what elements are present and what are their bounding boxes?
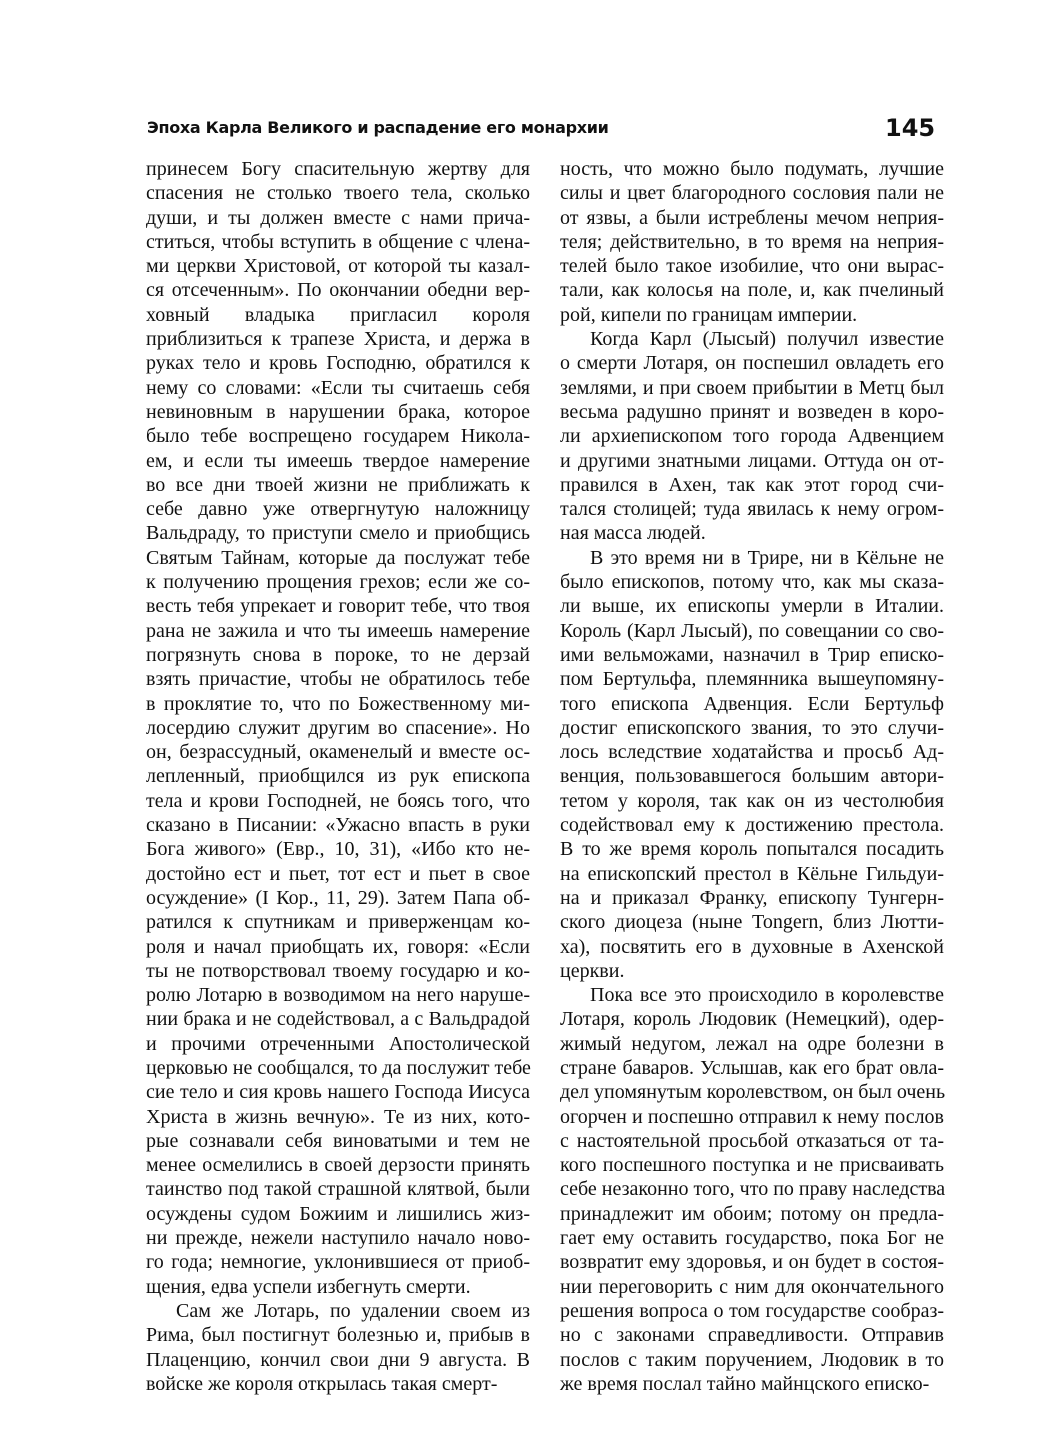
text-line: щения, едва успели избегнуть смерти. [146, 1275, 471, 1298]
text-line: В то же время король попытался посадить [560, 838, 944, 861]
text-line: было епископов, потому что, как мы сказа- [560, 571, 944, 594]
text-line: ми церкви Христовой, от которой ты казал- [146, 255, 530, 278]
text-line: взять причастие, чтобы не обратилось тебе [146, 668, 530, 691]
text-line: себе давно уже отвергнутую наложницу [146, 498, 530, 521]
text-line: на епископский престол в Кёльне Гильдуи- [560, 862, 944, 885]
text-line: сказано в Писании: «Ужасно впасть в руки [146, 814, 530, 837]
text-line: ха), посвятить его в духовные в Ахенской [560, 935, 944, 958]
text-line: он, безрассудный, окаменелый и вместе ос- [146, 741, 530, 764]
text-line: рой, кипели по границам империи. [560, 303, 858, 326]
text-line: же время послал тайно майнцского еписко- [560, 1372, 930, 1395]
text-line: лось вследствие ходатайства и просьб Ад- [560, 741, 944, 764]
text-line: принесем Богу спасительную жертву для [146, 158, 530, 180]
text-line: тетом у короля, так как он из честолюбия [560, 789, 944, 812]
text-line: Лотаря, король Людовик (Немецкий), одер- [560, 1008, 944, 1031]
text-line: от язвы, а были истреблены мечом неприя- [560, 206, 944, 229]
text-line: телей было такое изобилие, что они вырас- [560, 255, 944, 278]
text-line: нии брака и не содействовал, а с Вальдрадой [146, 1008, 530, 1031]
text-line: весть тебя упрекает и говорит тебе, что твоя [146, 595, 530, 618]
text-column-right [560, 157, 944, 1396]
text-line: послов с таким поручением, Людовик в то [560, 1348, 944, 1371]
text-line: ролю Лотарю в возводимом на него наруше- [146, 984, 530, 1007]
text-line: ли выше, их епископы умерли в Италии. [560, 595, 944, 618]
text-line: было тебе воспрещено государем Никола- [146, 425, 530, 448]
text-line: ститься, чтобы вступить в общение с члена- [146, 230, 530, 253]
text-line: но с законами справедливости. Отправив [560, 1324, 944, 1347]
text-line: ли архиепископом того города Адвенцием [560, 425, 944, 448]
text-line: себе незаконно того, что по праву наследства [560, 1178, 946, 1201]
text-line: церкви. [560, 959, 625, 982]
text-line: возвратит ему здоровья, и он будет в состоя- [560, 1251, 944, 1274]
text-line: ратился к спутникам и приверженцам ко- [146, 911, 530, 934]
text-line: тался столицей; туда явилась к нему огром- [560, 498, 944, 521]
text-line: о смерти Лотаря, он поспешил овладеть его [560, 352, 944, 375]
text-line: войске же короля открылась такая смерт- [146, 1372, 498, 1395]
text-line: погрязнуть снова в пороке, то не дерзай [146, 643, 530, 666]
text-line: ты не потворствовал твоему государю и ко- [146, 959, 530, 982]
text-line: осуждены судом Божиим и лишились жиз- [146, 1202, 530, 1225]
text-line: к получению прощения грехов; если же со- [146, 571, 530, 594]
text-line: жимый недугом, лежал на одре болезни в [560, 1032, 944, 1055]
text-line: рана не зажила и что ты имеешь намерение [146, 619, 530, 642]
text-line: и другими знатными лицами. Оттуда он от- [560, 449, 944, 472]
text-line: принадлежит им обоим; потому он предла- [560, 1202, 944, 1225]
text-line: теля; действительно, в то время на неприя- [560, 230, 944, 253]
text-line: решения вопроса о том государстве сообраз- [560, 1299, 944, 1322]
text-line: с настоятельной просьбой отказаться от та- [560, 1129, 944, 1152]
text-line: содействовал ему к достижению престола. [560, 814, 944, 837]
text-line: Святым Тайнам, которые да послужат тебе [146, 546, 530, 569]
text-line: ского диоцеза (ныне Tongern, близ Лютти- [560, 911, 944, 934]
running-title: Эпоха Карла Великого и распадение его монархии [147, 118, 609, 137]
text-line: Сам же Лотарь, по удалении своем из [176, 1299, 530, 1322]
text-line: церковью не сообщался, то да послужит тебе [146, 1056, 531, 1079]
text-line: ни прежде, нежели наступило начало ново- [146, 1227, 530, 1250]
text-line: невиновным в нарушении брака, которое [146, 400, 530, 423]
text-line: на и приказал Франку, епископу Тунгерн- [560, 886, 944, 909]
text-column-left [146, 157, 530, 1396]
text-line: ся отсеченным». По окончании обедни вер- [146, 279, 530, 302]
text-line: стране баваров. Услышав, как его брат овла- [560, 1056, 944, 1079]
text-line: огорчен и поспешно отправил к нему послов [560, 1105, 944, 1128]
text-line: руках тело и кровь Господню, обратился к [146, 352, 530, 375]
text-line: Король (Карл Лысый), по совещании со сво- [560, 619, 944, 642]
text-line: Плаценцию, кончил свои дни 9 августа. В [146, 1348, 530, 1371]
text-line: лепленный, приобщился из рук епископа [146, 765, 530, 788]
text-line: В это время ни в Трире, ни в Кёльне не [590, 546, 944, 569]
text-line: дел упомянутым королевством, он был очень [560, 1081, 946, 1104]
text-line: ем, и если ты имеешь твердое намерение [146, 449, 530, 472]
page-number: 145 [885, 114, 936, 142]
text-line: весьма радушно принят и возведен в коро- [560, 400, 944, 423]
text-line: правился в Ахен, так как этот город счи- [560, 473, 944, 496]
text-line: Христа в жизнь вечную». Те из них, кото- [146, 1105, 530, 1128]
text-line: ность, что можно было подумать, лучшие [560, 158, 944, 180]
text-line: во все дни твоей жизни не приближать к [146, 473, 530, 496]
text-line: достойно ест и пьет, тот ест и пьет в свое [146, 862, 530, 885]
text-line: рые сознавали себя виноватыми и тем не [146, 1129, 530, 1152]
text-line: ховный владыка пригласил короля [146, 303, 530, 326]
text-line: достиг епископского звания, то это случи- [560, 716, 944, 739]
text-line: роля и начал приобщать их, говоря: «Если [146, 935, 530, 958]
text-line: Бога живого» (Евр., 10, 31), «Ибо кто не- [146, 838, 530, 861]
text-line: тела и крови Господней, не боясь того, что [146, 789, 530, 812]
text-line: ная масса людей. [560, 522, 706, 545]
text-line: того епископа Адвенция. Если Бертульф [560, 692, 944, 715]
text-line: венция, пользовавшегося большим автори- [560, 765, 944, 788]
text-line: силы и цвет благородного сословия пали не [560, 182, 944, 205]
text-line: менее осмелились в своей дерзости принять [146, 1154, 530, 1177]
text-line: землями, и при своем прибытии в Метц был [560, 376, 944, 399]
text-line: го года; немногие, уклонившиеся от приоб- [146, 1251, 530, 1274]
text-line: лосердию служит другим во спасение». Но [146, 716, 530, 739]
text-line: нему со словами: «Если ты считаешь себя [146, 376, 530, 399]
text-line: кого поспешного поступка и не присваивать [560, 1154, 944, 1177]
text-line: нии переговорить с ним для окончательного [560, 1275, 944, 1298]
text-line: гает ему оставить государство, пока Бог не [560, 1227, 944, 1250]
text-line: Рима, был постигнут болезнью и, прибыв в [146, 1324, 530, 1347]
text-line: Когда Карл (Лысый) получил известие [590, 328, 944, 351]
text-line: приблизиться к трапезе Христа, и держа в [146, 328, 530, 351]
text-line: спасения не столько твоего тела, сколько [146, 182, 530, 205]
text-line: и прочими отреченными Апостолической [146, 1032, 530, 1055]
text-line: Пока все это происходило в королевстве [590, 984, 944, 1007]
text-line: тали, как колосья на поле, и, как пчелиный [560, 279, 944, 302]
text-line: в проклятие то, что по Божественному ми- [146, 692, 530, 715]
text-line: ими вельможами, назначил в Трир еписко- [560, 643, 944, 666]
text-line: сие тело и сия кровь нашего Господа Иисуса [146, 1081, 530, 1104]
text-line: души, и ты должен вместе с нами прича- [146, 206, 530, 229]
text-line: Вальдраду, то приступи смело и приобщись [146, 522, 530, 545]
text-line: пом Бертульфа, племянника вышеупомяну- [560, 668, 944, 691]
text-line: таинство под такой страшной клятвой, были [146, 1178, 530, 1201]
text-line: осуждение» (I Кор., 11, 29). Затем Папа об- [146, 886, 530, 909]
